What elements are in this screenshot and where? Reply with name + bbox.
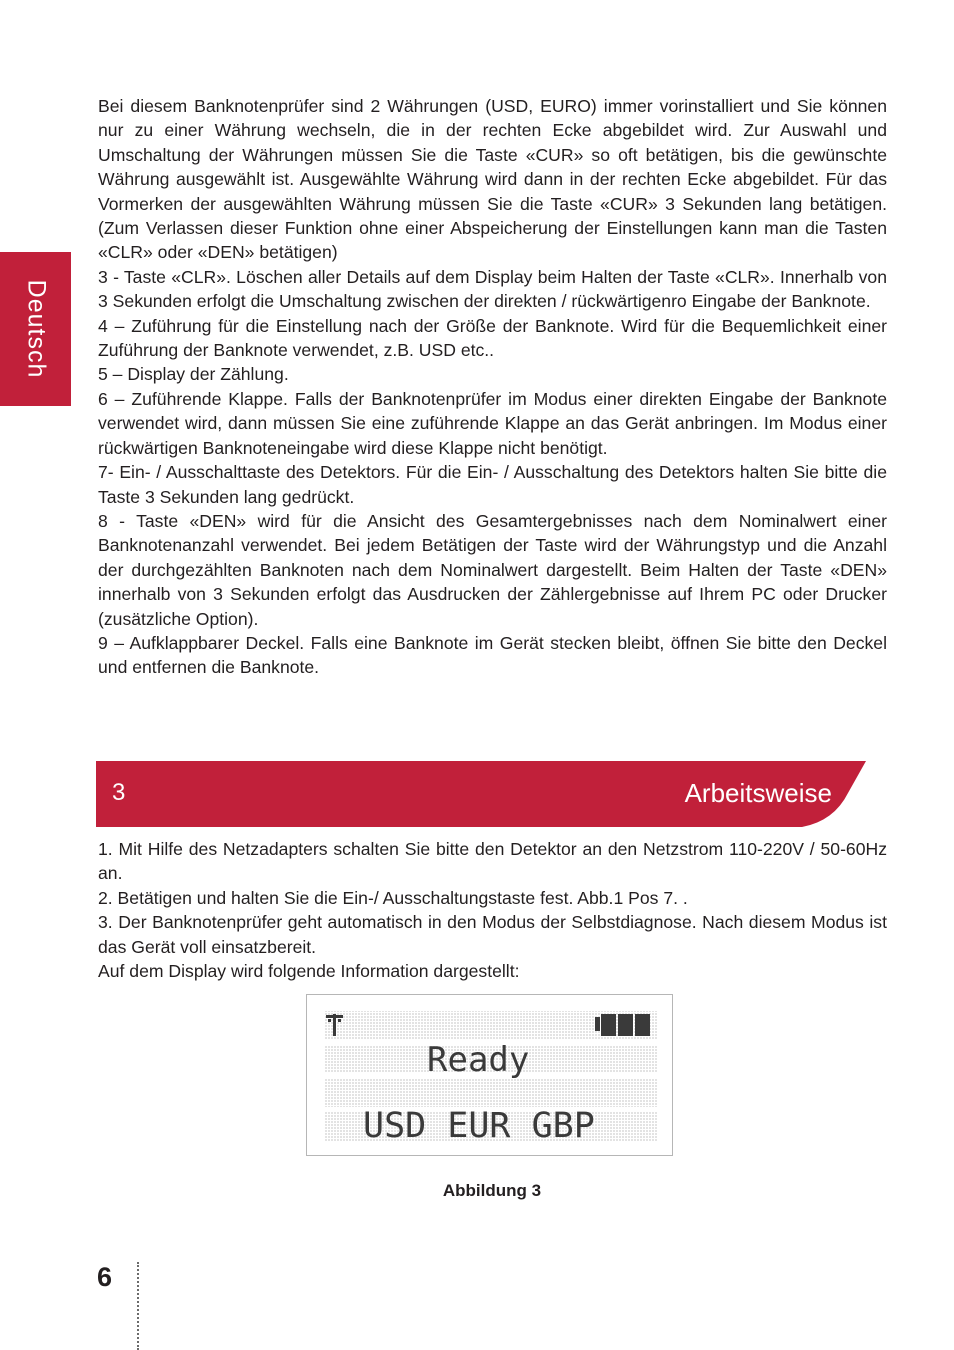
lcd-display [307, 995, 672, 1155]
paragraph: 8 - Taste «DEN» wird für die Ansicht des Gesamtergebnisses nach dem Nominalwert einer Banknotenanzahl verwendet. Bei jedem Betätigen der Taste wird der Währungstyp und die Anzahl der durchgezählten Banknoten nach dem Nominalwert dargestellt. Beim Halten der Taste «DEN» innerhalb von 3 Sekunden erfolgt das Ausdrucken der Zählergebnisse auf Ihrem PC oder Drucker (zusätzliche Option). [98, 510, 887, 629]
paragraph: 5 – Display der Zählung. [98, 364, 289, 385]
lcd-status-text: Ready [427, 1040, 530, 1080]
step-item: 3. Der Banknotenprüfer geht automatisch in den Modus der Selbstdiagnose. Nach diesem Modus ist das Gerät voll einsatzbereit. [98, 912, 887, 957]
section-title: Arbeitsweise [684, 778, 832, 808]
step-item: 2. Betätigen und halten Sie die Ein-/ Ausschaltungstaste fest. Abb.1 Pos 7. . [98, 887, 688, 908]
lcd-currency-list: USD EUR GBP [363, 1106, 595, 1146]
paragraph: 6 – Zuführende Klappe. Falls der Banknotenprüfer im Modus einer direkten Eingabe der Banknote verwendet wird, dann müssen Sie eine zuführende Klappe an das Gerät anbringen. Im Modus einer rückwärtigen Banknoteneingabe wird diese Klappe nicht benötigt. [98, 388, 887, 458]
paragraph: Bei diesem Banknotenprüfer sind 2 Währungen (USD, EURO) immer vorinstalliert und Sie können nur zu einer Währung wechseln, die in der rechten Ecke abgebildet wird. Zur Auswahl und Umschaltung der Währungen müssen Sie die Taste «CUR» so oft betätigen, bis die gewünschte Währung ausgewählt ist. Ausgewählte Währung wird dann in der rechten Ecke abgebildet. Für das Vormerken der ausgewählten Währung müssen Sie die Taste «CUR» 3 Sekunden lang betätigen. (Zum Verlassen dieser Funktion ohne einer Abspeicherung der Einstellungen kann man die Tasten «CLR» oder «DEN» betätigen) [98, 96, 887, 263]
intro-text [98, 94, 887, 680]
section-number: 3 [112, 779, 126, 806]
page-divider [137, 1262, 139, 1350]
step-item: Auf dem Display wird folgende Information dargestellt: [98, 961, 520, 982]
paragraph: 3 - Taste «CLR». Löschen aller Details auf dem Display beim Halten der Taste «CLR». Innerhalb von 3 Sekunden erfolgt die Umschaltung zwischen der direkten / rückwärtigenro Eingabe der Banknote. [98, 266, 887, 312]
section-header [96, 761, 866, 827]
paragraph: 7- Ein- / Ausschalttaste des Detektors. Für die Ein- / Ausschaltung des Detektors halten Sie bitte die Taste 3 Sekunden lang gedrückt. [98, 462, 887, 507]
paragraph: 4 – Zuführung für die Einstellung nach der Größe der Banknote. Wird für die Bequemlichkeit einer Zuführung der Banknote verwendet, z.B. USD etc.. [98, 315, 887, 361]
figure-caption: Abbildung 3 [442, 1181, 542, 1200]
language-tab [0, 252, 71, 406]
page-number: 6 [97, 1262, 113, 1292]
paragraph: 9 – Aufklappbarer Deckel. Falls eine Banknote im Gerät stecken bleibt, öffnen Sie bitte den Deckel und entfernen die Banknote. [98, 632, 887, 678]
step-item: 1. Mit Hilfe des Netzadapters schalten Sie bitte den Detektor an den Netzstrom 110-220V / 50-60Hz an. [98, 839, 887, 884]
steps-text [98, 837, 887, 983]
lcd-display-figure [306, 994, 673, 1156]
battery-icon [595, 1014, 650, 1036]
language-tab-label: Deutsch [22, 279, 50, 379]
